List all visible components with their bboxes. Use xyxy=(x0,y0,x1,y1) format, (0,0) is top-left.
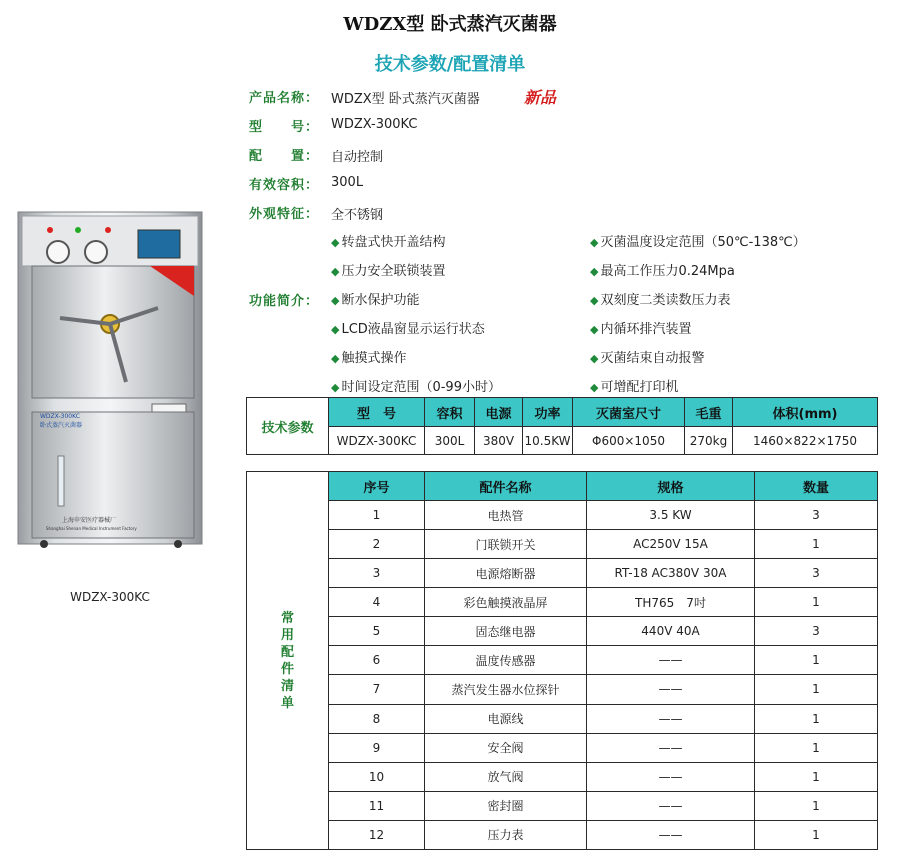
table-row xyxy=(247,501,878,530)
appearance-label: 外观特征： xyxy=(249,207,320,222)
feature-item: ◆ 双刻度二类读数压力表 xyxy=(590,293,731,308)
config-label: 配 置： xyxy=(249,149,320,164)
feature-item: ◆ 时间设定范围（0-99小时） xyxy=(331,380,501,395)
tech-spec-table xyxy=(246,397,878,455)
label-char: 单 xyxy=(280,695,294,711)
table-cell: 3.5 KW xyxy=(587,501,755,530)
table-row xyxy=(247,646,878,675)
volume-value: 300L xyxy=(331,175,364,190)
table-cell: 2 xyxy=(329,530,425,559)
diamond-bullet-icon: ◆ xyxy=(590,323,599,336)
table-cell: —— xyxy=(587,820,755,849)
table-header: 序号 xyxy=(329,472,425,501)
table-cell: 9 xyxy=(329,733,425,762)
feature-item: ◆ 触摸式操作 xyxy=(331,351,407,366)
appearance-value: 全不锈钢 xyxy=(331,208,384,223)
table-cell: 8 xyxy=(329,704,425,733)
table-cell: 300L xyxy=(425,427,475,455)
feature-item: ◆ 灭菌结束自动报警 xyxy=(590,351,705,366)
diamond-bullet-icon: ◆ xyxy=(331,323,340,336)
table-cell: 安全阀 xyxy=(425,733,587,762)
tech-spec-label: 技术参数 xyxy=(247,398,329,455)
table-cell: 温度传感器 xyxy=(425,646,587,675)
diamond-bullet-icon: ◆ xyxy=(331,294,340,307)
diamond-bullet-icon: ◆ xyxy=(331,352,340,365)
table-cell: 压力表 xyxy=(425,820,587,849)
table-row xyxy=(247,530,878,559)
table-cell: 3 xyxy=(755,559,878,588)
table-cell: 1 xyxy=(755,704,878,733)
diamond-bullet-icon: ◆ xyxy=(590,265,599,278)
table-cell: 380V xyxy=(475,427,523,455)
table-cell: —— xyxy=(587,791,755,820)
table-header: 数量 xyxy=(755,472,878,501)
table-cell: 电源线 xyxy=(425,704,587,733)
table-cell: 1 xyxy=(755,733,878,762)
parts-list-table xyxy=(246,471,878,850)
feature-item: ◆ 最高工作压力0.24Mpa xyxy=(590,264,735,279)
feature-item: ◆ 转盘式快开盖结构 xyxy=(331,235,446,250)
config-value: 自动控制 xyxy=(331,150,384,165)
model-label: 型 号： xyxy=(249,120,320,135)
table-header: 毛重 xyxy=(685,398,733,427)
factory-name-cn: 上海申安医疗器械厂 xyxy=(62,517,117,524)
feature-item: ◆ 内循环排汽装置 xyxy=(590,322,692,337)
label-char: 清 xyxy=(280,678,294,694)
table-header: 型 号 xyxy=(329,398,425,427)
label-char: 配 xyxy=(280,644,294,660)
table-row xyxy=(247,704,878,733)
label-char: 件 xyxy=(280,661,294,677)
table-cell: 270kg xyxy=(685,427,733,455)
table-row xyxy=(247,733,878,762)
diamond-bullet-icon: ◆ xyxy=(590,236,599,249)
table-row xyxy=(247,791,878,820)
table-row xyxy=(247,559,878,588)
features-label: 功能简介： xyxy=(249,294,320,309)
nameplate-model: WDZX-300KC xyxy=(40,413,80,420)
table-row xyxy=(247,820,878,849)
table-cell: Φ600×1050 xyxy=(573,427,685,455)
table-cell: —— xyxy=(587,762,755,791)
new-product-badge: 新品 xyxy=(524,88,557,107)
table-cell: 1 xyxy=(755,646,878,675)
table-cell: 彩色触摸液晶屏 xyxy=(425,588,587,617)
feature-item: ◆ LCD液晶窗显示运行状态 xyxy=(331,322,485,337)
table-cell: 3 xyxy=(755,617,878,646)
factory-name-en: Shanghai Shenan Medical Instrument Factory xyxy=(46,526,137,531)
table-cell: 12 xyxy=(329,820,425,849)
table-cell: 10.5KW xyxy=(523,427,573,455)
table-cell: 11 xyxy=(329,791,425,820)
table-cell: —— xyxy=(587,704,755,733)
table-cell: 密封圈 xyxy=(425,791,587,820)
page-subtitle: 技术参数/配置清单 xyxy=(374,54,526,75)
table-header: 体积(mm) xyxy=(733,398,878,427)
volume-label: 有效容积： xyxy=(249,178,320,193)
table-cell: 1 xyxy=(755,762,878,791)
table-cell: 1 xyxy=(329,501,425,530)
table-cell: 4 xyxy=(329,588,425,617)
label-char: 常 xyxy=(280,610,294,626)
table-cell: 10 xyxy=(329,762,425,791)
diamond-bullet-icon: ◆ xyxy=(331,265,340,278)
table-cell: 1 xyxy=(755,588,878,617)
table-header: 灭菌室尺寸 xyxy=(573,398,685,427)
model-value: WDZX-300KC xyxy=(331,117,418,132)
feature-item: ◆ 灭菌温度设定范围（50℃-138℃） xyxy=(590,235,806,250)
table-cell: 1460×822×1750 xyxy=(733,427,878,455)
table-cell: 1 xyxy=(755,820,878,849)
table-cell: RT-18 AC380V 30A xyxy=(587,559,755,588)
table-cell: —— xyxy=(587,733,755,762)
table-header: 容积 xyxy=(425,398,475,427)
table-cell: —— xyxy=(587,675,755,704)
table-cell: 1 xyxy=(755,530,878,559)
table-header: 电源 xyxy=(475,398,523,427)
table-row xyxy=(247,762,878,791)
table-cell: 电源熔断器 xyxy=(425,559,587,588)
table-cell: TH765 7吋 xyxy=(587,588,755,617)
diamond-bullet-icon: ◆ xyxy=(331,381,340,394)
nameplate-product: 卧式蒸汽灭菌器 xyxy=(40,422,83,429)
table-row xyxy=(247,617,878,646)
table-header: 规格 xyxy=(587,472,755,501)
diamond-bullet-icon: ◆ xyxy=(331,236,340,249)
table-header: 配件名称 xyxy=(425,472,587,501)
table-cell: 电热管 xyxy=(425,501,587,530)
product-image-caption: WDZX-300KC xyxy=(70,590,150,604)
product-name-label: 产品名称： xyxy=(249,91,320,106)
table-cell: 7 xyxy=(329,675,425,704)
table-cell: 门联锁开关 xyxy=(425,530,587,559)
table-cell: 3 xyxy=(329,559,425,588)
table-cell: WDZX-300KC xyxy=(329,427,425,455)
table-cell: 440V 40A xyxy=(587,617,755,646)
diamond-bullet-icon: ◆ xyxy=(590,381,599,394)
table-cell: 6 xyxy=(329,646,425,675)
feature-item: ◆ 可增配打印机 xyxy=(590,380,679,395)
table-cell: 5 xyxy=(329,617,425,646)
table-header: 功率 xyxy=(523,398,573,427)
table-cell: 放气阀 xyxy=(425,762,587,791)
table-cell: 1 xyxy=(755,791,878,820)
parts-list-label xyxy=(247,472,329,850)
table-cell: AC250V 15A xyxy=(587,530,755,559)
sterilizer-product-image xyxy=(0,200,222,558)
diamond-bullet-icon: ◆ xyxy=(590,352,599,365)
table-cell: —— xyxy=(587,646,755,675)
diamond-bullet-icon: ◆ xyxy=(590,294,599,307)
table-row xyxy=(247,675,878,704)
feature-item: ◆ 断水保护功能 xyxy=(331,293,420,308)
table-row xyxy=(247,588,878,617)
table-cell: 蒸汽发生器水位探针 xyxy=(425,675,587,704)
table-cell: 3 xyxy=(755,501,878,530)
product-name-value: WDZX型 卧式蒸汽灭菌器 xyxy=(331,92,480,107)
page-title: WDZX型 卧式蒸汽灭菌器 xyxy=(343,14,557,35)
label-char: 用 xyxy=(280,627,294,643)
feature-item: ◆ 压力安全联锁装置 xyxy=(331,264,446,279)
table-cell: 1 xyxy=(755,675,878,704)
table-cell: 固态继电器 xyxy=(425,617,587,646)
